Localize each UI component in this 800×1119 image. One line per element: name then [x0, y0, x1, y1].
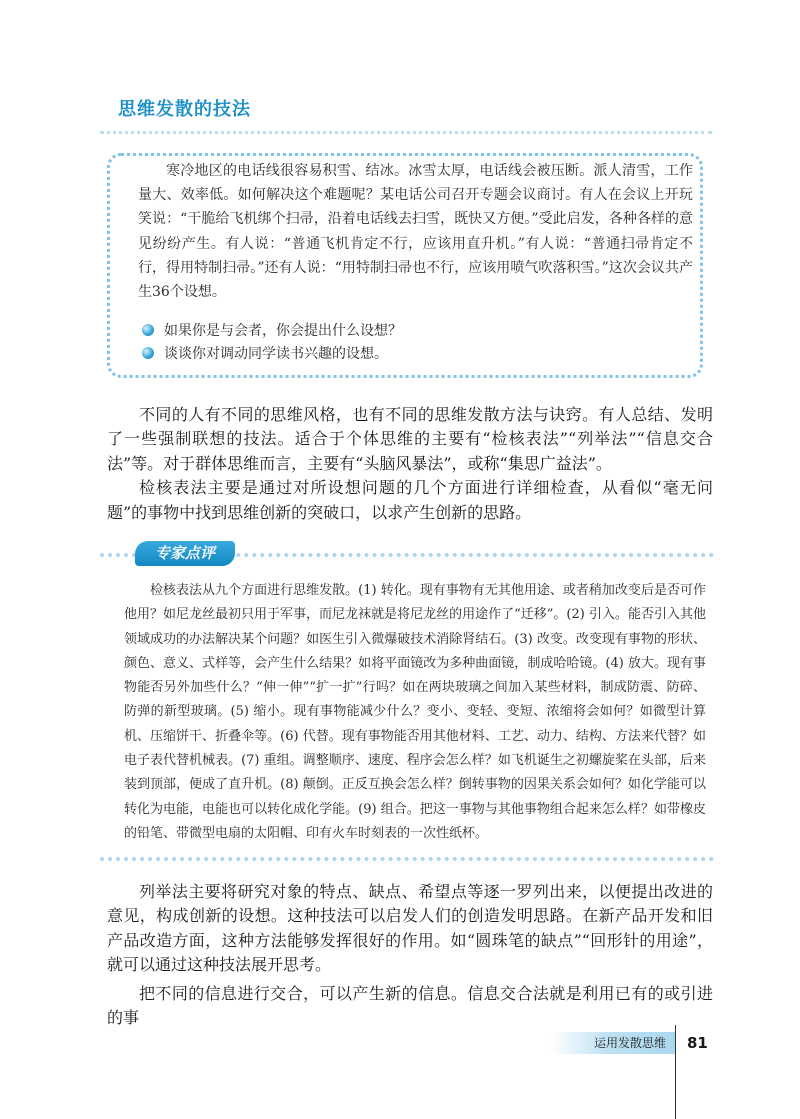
bullet-icon [142, 347, 154, 359]
body-text-bottom [107, 880, 713, 1030]
case-text [138, 159, 693, 304]
body-text-top [107, 403, 713, 525]
question-item [142, 321, 402, 341]
expert-paragraph: 检核表法从九个方面进行思维发散。(1) 转化。现有事物有无其他用途、或者稍加改变后是否可作他用？如尼龙丝最初只用于军事，而尼龙袜就是将尼龙丝的用途作了“迁移”。(2) 引入。能否引入其他领域成功的办法解决某个问题？如医生引入微爆破技术消除肾结石。(3) 改变。改变现有事物的形状、颜色、意义、式样等，会产生什么结果？如将平面镜改为多种曲面镜，制成哈哈镜。(4) 放大。现有事物能否另外加些什么？“伸一伸”“扩一扩”行吗？如在两块玻璃之间加入某些材料，制成防震、防碎、防弹的新型玻璃。(5) 缩小。现有事物能减少什么？变小、变轻、变短、浓缩将会如何？如微型计算机、压缩饼干、折叠伞等。(6) 代替。现有事物能否用其他材料、工艺、动力、结构、方法来代替？如电子表代替机械表。(7) 重组。调整顺序、速度、程序会怎么样？如飞机诞生之初螺旋桨在头部，后来装到顶部，便成了直升机。(8) 颠倒。正反互换会怎么样？倒转事物的因果关系会如何？如化学能可以转化为电能，电能也可以转化成化学能。(9) 组合。把这一事物与其他事物组合起来怎么样？如带橡皮的铅笔、带微型电扇的太阳帽、印有火车时刻表的一次性纸杯。 [124, 583, 706, 841]
expert-badge: 专家点评 [135, 541, 235, 566]
body-paragraph: 列举法主要将研究对象的特点、缺点、希望点等逐一罗列出来，以便提出改进的意见，构成创新的设想。这种技法可以启发人们的创造发明思路。在新产品开发和旧产品改造方面，这种方法能够发挥很好的作用。如“圆珠笔的缺点”“回形针的用途”，就可以通过这种技法展开思考。 [107, 882, 713, 975]
question-item [142, 344, 388, 364]
bullet-icon [142, 324, 154, 336]
question-text: 谈谈你对调动同学读书兴趣的设想。 [164, 346, 388, 362]
expert-divider-bottom [100, 857, 714, 861]
footer-divider [675, 1025, 676, 1119]
page-number: 81 [687, 1034, 708, 1052]
title-divider [100, 131, 712, 134]
body-paragraph: 检核表法主要是通过对所设想问题的几个方面进行详细检查，从看似“毫无问题”的事物中找到思维创新的突破口，以求产生创新的思路。 [107, 478, 713, 522]
footer-chapter-label: 运用发散思维 [594, 1036, 667, 1050]
case-paragraph: 寒冷地区的电话线很容易积雪、结冰。冰雪太厚，电话线会被压断。派人清雪，工作量大、效率低。如何解决这个难题呢？某电话公司召开专题会议商讨。有人在会议上开玩笑说：“干脆给飞机绑个扫帚，沿着电话线去扫雪，既快又方便。”受此启发，各种各样的意见纷纷产生。有人说：“普通飞机肯定不行，应该用直升机。”有人说：“普通扫帚肯定不行，得用特制扫帚。”还有人说：“用特制扫帚也不行，应该用喷气吹落积雪。”这次会议共产生36个设想。 [138, 163, 693, 301]
question-text: 如果你是与会者，你会提出什么设想？ [164, 323, 402, 339]
body-paragraph: 不同的人有不同的思维风格，也有不同的思维发散方法与诀窍。有人总结、发明了一些强制联想的技法。适合于个体思维的主要有“检核表法”“列举法”“信息交合法”等。对于群体思维而言，主要有“头脑风暴法”，或称“集思广益法”。 [107, 405, 713, 473]
section-title: 思维发散的技法 [118, 99, 251, 120]
body-paragraph: 把不同的信息进行交合，可以产生新的信息。信息交合法就是利用已有的或引进的事 [107, 983, 713, 1028]
expert-text [124, 579, 706, 846]
